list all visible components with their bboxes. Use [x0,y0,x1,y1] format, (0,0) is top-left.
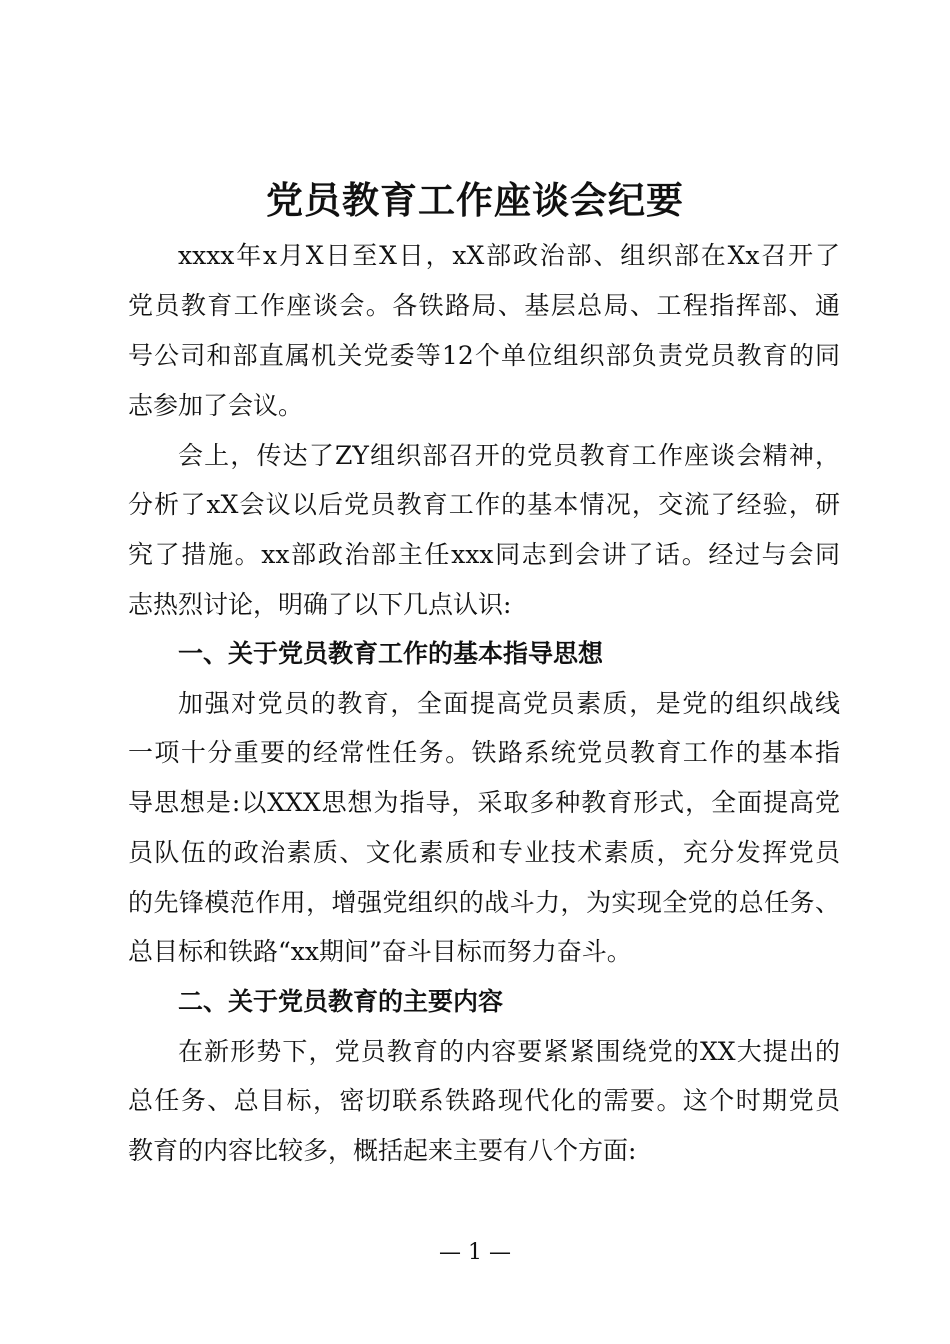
paragraph-line: 志参加了会议。 [128,391,304,420]
page-number: — 1 — [439,1240,511,1265]
paragraph-line: 在新形势下，党员教育的内容要紧紧围绕党的XX大提出的 [178,1037,840,1066]
paragraph-line: 党员教育工作座谈会。各铁路局、基层总局、工程指挥部、通 [128,291,840,320]
paragraph-line: 的先锋模范作用，增强党组织的战斗力，为实现全党的总任务、 [128,888,840,917]
paragraph-line: 分析了xX会议以后党员教育工作的基本情况，交流了经验，研 [128,490,840,519]
section-heading-2: 二、关于党员教育的主要内容 [178,987,504,1016]
paragraph-line: 一项十分重要的经常性任务。铁路系统党员教育工作的基本指 [128,738,840,767]
paragraph-line: 会上，传达了ZY组织部召开的党员教育工作座谈会精神， [178,441,840,470]
document-title: 党员教育工作座谈会纪要 [266,178,684,222]
paragraph-line: 教育的内容比较多，概括起来主要有八个方面: [128,1136,637,1165]
paragraph-line: 志热烈讨论，明确了以下几点认识: [128,590,512,619]
paragraph-line: 号公司和部直属机关党委等12个单位组织部负责党员教育的同 [128,341,840,370]
paragraph-line: 究了措施。xx部政治部主任xxx同志到会讲了话。经过与会同 [128,540,840,569]
paragraph-line: 员队伍的政治素质、文化素质和专业技术素质，充分发挥党员 [128,838,840,867]
paragraph-line: xxxx年x月X日至X日，xX部政治部、组织部在Xx召开了 [178,241,840,270]
paragraph-line: 总目标和铁路“xx期间”奋斗目标而努力奋斗。 [128,937,632,966]
section-heading-1: 一、关于党员教育工作的基本指导思想 [178,639,604,668]
paragraph-line: 加强对党员的教育，全面提高党员素质，是党的组织战线 [178,689,840,718]
paragraph-line: 导思想是:以XXX思想为指导，采取多种教育形式，全面提高党 [128,788,840,817]
paragraph-line: 总任务、总目标，密切联系铁路现代化的需要。这个时期党员 [128,1086,840,1115]
